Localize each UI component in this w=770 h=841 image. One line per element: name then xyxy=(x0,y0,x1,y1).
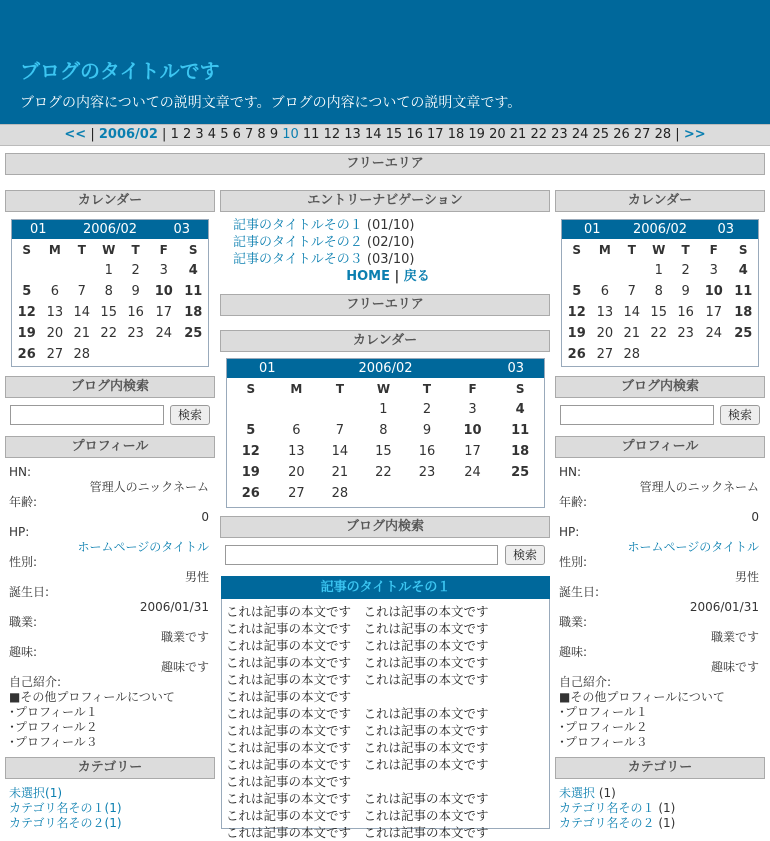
calendar-day xyxy=(449,483,497,504)
calendar-day: 8 xyxy=(379,423,388,438)
blog-description: ブログの内容についての説明文章です。ブログの内容についての説明文章です。 xyxy=(20,95,522,111)
calendar-day: 3 xyxy=(709,263,718,278)
calendar-day: 19 xyxy=(567,326,586,341)
calendar-day xyxy=(405,483,449,504)
calendar-day: 6 xyxy=(600,284,610,299)
nav-day-4: 4 xyxy=(207,127,221,142)
profile-sex-label: 性別: xyxy=(559,555,588,569)
calendar-day: 28 xyxy=(331,486,349,501)
calendar-day: 25 xyxy=(734,326,753,341)
nav-day-18: 18 xyxy=(447,127,469,142)
calendar-day: 23 xyxy=(127,326,144,341)
nav-day-9: 9 xyxy=(269,127,283,142)
nav-day-25: 25 xyxy=(592,127,614,142)
calendar-weekday: S xyxy=(188,242,198,257)
calendar-day: 22 xyxy=(100,326,117,341)
calendar-day: 28 xyxy=(623,347,641,362)
calendar-day: 2 xyxy=(422,402,432,417)
calendar-day: 20 xyxy=(596,326,614,341)
search-form-left xyxy=(10,405,210,427)
blog-header xyxy=(0,0,770,124)
calendar-day: 14 xyxy=(623,305,641,320)
calendar-day: 27 xyxy=(596,347,614,362)
article-paragraph-line: これは記事の本文です これは記事の本文です xyxy=(226,604,489,619)
calendar-weekday: T xyxy=(335,381,344,396)
calendar-day xyxy=(496,483,544,504)
calendar-day: 22 xyxy=(375,465,392,480)
profile-age: 0 xyxy=(201,510,209,524)
calendar-header-left: カレンダー xyxy=(5,190,215,212)
category-count: (1) xyxy=(658,801,676,815)
calendar-day: 19 xyxy=(241,465,260,480)
article-paragraph-line: これは記事の本文です これは記事の本文です xyxy=(226,638,489,653)
article-paragraph-line: これは記事の本文です これは記事の本文です xyxy=(226,808,489,823)
profile-birthday-label: 誕生日: xyxy=(9,585,50,599)
nav-day-10[interactable]: 10 xyxy=(282,127,303,142)
profile-hp-link[interactable]: ホームページのタイトル xyxy=(627,540,759,554)
calendar-day: 17 xyxy=(155,305,173,320)
calendar-day xyxy=(729,344,759,365)
calendar-day: 4 xyxy=(515,402,525,417)
profile-job-label: 職業: xyxy=(559,615,588,629)
back-link[interactable]: 戻る xyxy=(403,269,430,284)
calendar-day: 13 xyxy=(596,305,614,320)
entry-link[interactable]: 記事のタイトルその３ xyxy=(233,252,363,267)
category-count[interactable]: (1) xyxy=(45,786,63,800)
article-paragraph-line: これは記事の本文です これは記事の本文です xyxy=(226,740,489,755)
category-count[interactable]: (1) xyxy=(104,801,122,815)
calendar-day xyxy=(149,344,178,365)
profile-hn: 管理人のニックネーム xyxy=(89,480,209,494)
calendar-day: 14 xyxy=(73,305,91,320)
category-link[interactable]: カテゴリ名その２ xyxy=(559,816,655,830)
calendar-day: 27 xyxy=(288,486,305,501)
profile-job: 職業です xyxy=(160,630,209,644)
calendar-day: 14 xyxy=(331,444,349,459)
calendar-weekday: T xyxy=(627,242,636,257)
category-header-left: カテゴリー xyxy=(5,757,215,779)
calendar-day xyxy=(362,483,406,504)
article-paragraph-line: これは記事の本文です これは記事の本文です xyxy=(226,757,489,772)
calendar-day: 18 xyxy=(734,305,753,320)
profile-job-label: 職業: xyxy=(9,615,38,629)
calendar-day: 17 xyxy=(464,444,481,459)
calendar-day: 25 xyxy=(511,465,530,480)
calendar-day xyxy=(591,260,618,281)
calendar-weekday: T xyxy=(131,242,140,257)
calendar-month-header xyxy=(227,359,544,378)
entry-navigation xyxy=(233,217,543,285)
search-button[interactable]: 検索 xyxy=(170,405,210,425)
nav-day-17: 17 xyxy=(427,127,448,142)
calendar-day: 15 xyxy=(100,305,117,320)
free-area-header-center: フリーエリア xyxy=(220,294,550,316)
calendar-day: 6 xyxy=(50,284,60,299)
category-link[interactable]: カテゴリ名その１ xyxy=(559,801,655,815)
nav-day-12: 12 xyxy=(323,127,345,142)
profile-hn-label: HN: xyxy=(559,465,582,479)
nav-day-19: 19 xyxy=(468,127,490,142)
profile-intro-item: ･プロフィール１ xyxy=(9,705,98,719)
calendar-right xyxy=(561,219,759,367)
calendar-day: 7 xyxy=(627,284,636,299)
calendar-center xyxy=(226,358,545,508)
calendar-day: 16 xyxy=(418,444,436,459)
calendar-day xyxy=(68,260,95,281)
calendar-day: 24 xyxy=(155,326,173,341)
profile-birthday: 2006/01/31 xyxy=(139,600,209,614)
calendar-day: 20 xyxy=(288,465,305,480)
entry-link[interactable]: 記事のタイトルその２ xyxy=(233,235,363,250)
category-header-right: カテゴリー xyxy=(555,757,765,779)
calendar-day: 12 xyxy=(567,305,586,320)
home-link[interactable]: HOME xyxy=(346,269,390,284)
profile-intro-item: ･プロフィール３ xyxy=(9,735,98,749)
nav-day-16: 16 xyxy=(406,127,428,142)
calendar-weekday: F xyxy=(709,242,718,257)
calendar-day: 17 xyxy=(705,305,723,320)
nav-day-list xyxy=(171,127,676,142)
calendar-day: 7 xyxy=(77,284,86,299)
category-link[interactable]: 未選択 xyxy=(9,786,46,800)
profile-sex-label: 性別: xyxy=(9,555,38,569)
search-header-left: ブログ内検索 xyxy=(5,376,215,398)
profile-hobby-label: 趣味: xyxy=(559,645,588,659)
calendar-day xyxy=(275,399,319,420)
calendar-day xyxy=(95,344,122,365)
calendar-day: 27 xyxy=(46,347,64,362)
calendar-day: 13 xyxy=(288,444,305,459)
article-paragraph-line: これは記事の本文です これは記事の本文です xyxy=(226,706,489,721)
prev-month-link[interactable]: << xyxy=(64,127,87,142)
calendar-day: 5 xyxy=(572,284,582,299)
search-button[interactable]: 検索 xyxy=(720,405,760,425)
nav-day-13: 13 xyxy=(344,127,365,142)
entry-date: (02/10) xyxy=(366,235,415,250)
calendar-day: 8 xyxy=(104,284,113,299)
calendar-day: 7 xyxy=(335,423,345,438)
nav-day-23: 23 xyxy=(551,127,572,142)
profile-intro-label: 自己紹介: xyxy=(559,675,612,689)
calendar-month-header xyxy=(12,220,208,239)
calendar-day: 15 xyxy=(375,444,392,459)
profile-hobby-label: 趣味: xyxy=(9,645,38,659)
search-form-right xyxy=(560,405,760,427)
calendar-day: 15 xyxy=(650,305,667,320)
profile-age-label: 年齢: xyxy=(559,495,588,509)
profile-birthday: 2006/01/31 xyxy=(689,600,759,614)
profile-hp-link[interactable]: ホームページのタイトル xyxy=(77,540,209,554)
calendar-day: 26 xyxy=(241,486,260,501)
calendar-day: 16 xyxy=(127,305,144,320)
entry-link[interactable]: 記事のタイトルその１ xyxy=(233,218,363,233)
calendar-day: 24 xyxy=(705,326,723,341)
nav-day-20: 20 xyxy=(489,127,510,142)
profile-header-right: プロフィール xyxy=(555,436,765,458)
calendar-day xyxy=(179,344,209,365)
calendar-day: 5 xyxy=(246,423,256,438)
calendar-left xyxy=(11,219,209,367)
nav-day-3: 3 xyxy=(195,127,208,142)
calendar-next-link[interactable]: 03 xyxy=(507,361,524,376)
calendar-weekday: W xyxy=(652,242,666,257)
calendar-day: 16 xyxy=(677,305,694,320)
calendar-day[interactable]: 10 xyxy=(704,284,723,299)
calendar-weekday: S xyxy=(515,381,525,396)
category-link[interactable]: カテゴリ名その２ xyxy=(9,816,105,830)
profile-header-left: プロフィール xyxy=(5,436,215,458)
calendar-day: 13 xyxy=(46,305,64,320)
calendar-prev-link[interactable]: 01 xyxy=(584,222,601,237)
free-area-header: フリーエリア xyxy=(5,153,765,175)
calendar-day[interactable]: 10 xyxy=(154,284,173,299)
calendar-weekday: M xyxy=(598,242,611,257)
calendar-month: 2006/02 xyxy=(632,222,687,237)
calendar-day: 20 xyxy=(46,326,64,341)
calendar-day[interactable]: 10 xyxy=(463,423,482,438)
calendar-day: 3 xyxy=(468,402,477,417)
category-count[interactable]: (1) xyxy=(104,816,122,830)
profile-job: 職業です xyxy=(710,630,759,644)
profile-intro-heading: ■その他プロフィールについて xyxy=(559,690,725,704)
calendar-day: 18 xyxy=(511,444,530,459)
entry-date: (01/10) xyxy=(366,218,415,233)
calendar-day: 8 xyxy=(654,284,663,299)
article-body xyxy=(221,599,550,840)
calendar-weekday: W xyxy=(102,242,116,257)
profile-hobby: 趣味です xyxy=(160,660,209,674)
profile-right xyxy=(559,465,759,750)
nav-separator: | xyxy=(675,127,680,142)
calendar-day: 2 xyxy=(681,263,690,278)
entry-nav-separator: | xyxy=(394,269,400,284)
calendar-day: 2 xyxy=(131,263,140,278)
category-count: (1) xyxy=(658,816,676,830)
calendar-day: 21 xyxy=(623,326,641,341)
profile-hp-label: HP: xyxy=(559,525,580,539)
search-button[interactable]: 検索 xyxy=(505,545,545,565)
nav-day-1: 1 xyxy=(170,127,183,142)
calendar-weekday: S xyxy=(738,242,748,257)
calendar-day: 24 xyxy=(464,465,481,480)
calendar-day: 21 xyxy=(331,465,349,480)
calendar-month: 2006/02 xyxy=(82,222,137,237)
article-paragraph-line: これは記事の本文です xyxy=(226,774,352,789)
calendar-day xyxy=(562,260,591,281)
article-paragraph-line: これは記事の本文です これは記事の本文です xyxy=(226,791,489,806)
search-input[interactable] xyxy=(560,405,714,425)
nav-day-21: 21 xyxy=(509,127,531,142)
nav-day-6: 6 xyxy=(232,127,245,142)
category-link[interactable]: 未選択 xyxy=(559,786,596,800)
calendar-day: 1 xyxy=(104,263,113,278)
nav-day-15: 15 xyxy=(385,127,407,142)
article-paragraph-line: これは記事の本文です これは記事の本文です xyxy=(226,655,489,670)
calendar-day xyxy=(699,344,728,365)
calendar-day: 5 xyxy=(22,284,32,299)
nav-day-8: 8 xyxy=(257,127,270,142)
nav-day-11: 11 xyxy=(302,127,324,142)
nav-day-14: 14 xyxy=(364,127,386,142)
calendar-day: 28 xyxy=(73,347,91,362)
entry-nav-header: エントリーナビゲーション xyxy=(220,190,550,212)
calendar-weekday: M xyxy=(48,242,61,257)
calendar-day: 18 xyxy=(184,305,203,320)
article-paragraph-line: これは記事の本文です これは記事の本文です xyxy=(226,723,489,738)
calendar-day: 21 xyxy=(73,326,91,341)
calendar-weekday: W xyxy=(376,381,391,396)
date-navigation-bar xyxy=(0,124,770,146)
calendar-weekday: S xyxy=(572,242,582,257)
calendar-day: 3 xyxy=(159,263,168,278)
profile-intro-item: ･プロフィール２ xyxy=(559,720,648,734)
profile-sex: 男性 xyxy=(734,570,759,584)
calendar-day xyxy=(41,260,68,281)
profile-birthday-label: 誕生日: xyxy=(559,585,600,599)
search-header-right: ブログ内検索 xyxy=(555,376,765,398)
calendar-prev-link[interactable]: 01 xyxy=(30,222,47,237)
search-header-center: ブログ内検索 xyxy=(220,516,550,538)
next-month-link[interactable]: >> xyxy=(683,127,706,142)
calendar-day: 12 xyxy=(17,305,36,320)
nav-day-2: 2 xyxy=(182,127,196,142)
nav-separator: | xyxy=(162,127,167,142)
article-title[interactable]: 記事のタイトルその１ xyxy=(221,576,550,599)
profile-intro-label: 自己紹介: xyxy=(9,675,62,689)
calendar-header-right: カレンダー xyxy=(555,190,765,212)
calendar-weekday: T xyxy=(422,381,432,396)
calendar-day: 26 xyxy=(17,347,36,362)
search-input[interactable] xyxy=(225,545,498,565)
calendar-header-center: カレンダー xyxy=(220,330,550,352)
profile-hp-label: HP: xyxy=(9,525,30,539)
nav-month-link[interactable]: 2006/02 xyxy=(98,127,158,142)
calendar-weekday: F xyxy=(468,381,477,396)
calendar-day: 25 xyxy=(184,326,203,341)
category-list-right xyxy=(559,786,759,831)
calendar-weekday: T xyxy=(77,242,86,257)
calendar-weekday: F xyxy=(159,242,168,257)
calendar-weekday: T xyxy=(681,242,690,257)
calendar-prev-link[interactable]: 01 xyxy=(259,361,276,376)
article-paragraph-line: これは記事の本文です これは記事の本文です xyxy=(226,621,489,636)
calendar-day xyxy=(122,344,149,365)
article-paragraph-line: これは記事の本文です これは記事の本文です xyxy=(226,825,489,840)
calendar-day: 1 xyxy=(654,263,663,278)
nav-day-24: 24 xyxy=(571,127,593,142)
nav-day-28: 28 xyxy=(654,127,676,142)
profile-intro-item: ･プロフィール１ xyxy=(559,705,648,719)
nav-day-7: 7 xyxy=(245,127,258,142)
calendar-weekday: M xyxy=(290,381,303,396)
profile-left xyxy=(9,465,209,750)
calendar-day: 12 xyxy=(241,444,260,459)
article-paragraph-line: これは記事の本文です xyxy=(226,689,352,704)
article-paragraph-line: これは記事の本文です これは記事の本文です xyxy=(226,672,489,687)
nav-day-27: 27 xyxy=(633,127,655,142)
nav-day-22: 22 xyxy=(530,127,552,142)
calendar-next-link[interactable]: 03 xyxy=(173,222,190,237)
calendar-day: 1 xyxy=(379,402,388,417)
entry-date: (03/10) xyxy=(366,252,415,267)
profile-age-label: 年齢: xyxy=(9,495,38,509)
calendar-day xyxy=(318,399,362,420)
calendar-day: 22 xyxy=(650,326,667,341)
profile-hobby: 趣味です xyxy=(710,660,759,674)
calendar-month: 2006/02 xyxy=(358,361,413,376)
calendar-day: 11 xyxy=(734,284,753,299)
blog-title[interactable]: ブログのタイトルです xyxy=(20,59,220,83)
calendar-day xyxy=(227,399,275,420)
calendar-weekday: S xyxy=(22,242,32,257)
calendar-day: 4 xyxy=(738,263,748,278)
calendar-day: 4 xyxy=(188,263,198,278)
profile-intro-item: ･プロフィール２ xyxy=(9,720,98,734)
calendar-day xyxy=(12,260,41,281)
profile-intro-item: ･プロフィール３ xyxy=(559,735,648,749)
search-input[interactable] xyxy=(10,405,164,425)
profile-age: 0 xyxy=(751,510,759,524)
calendar-day: 9 xyxy=(422,423,432,438)
category-list-left xyxy=(9,786,209,831)
nav-day-5: 5 xyxy=(220,127,233,142)
calendar-day: 23 xyxy=(418,465,436,480)
calendar-weekday: S xyxy=(246,381,256,396)
calendar-day: 26 xyxy=(567,347,586,362)
search-form-center xyxy=(225,545,545,567)
nav-separator: | xyxy=(90,127,95,142)
calendar-day: 11 xyxy=(184,284,203,299)
calendar-day xyxy=(672,344,699,365)
calendar-day: 23 xyxy=(677,326,694,341)
profile-intro-heading: ■その他プロフィールについて xyxy=(9,690,175,704)
category-count: (1) xyxy=(598,786,616,800)
calendar-day xyxy=(645,344,672,365)
profile-sex: 男性 xyxy=(184,570,209,584)
profile-hn: 管理人のニックネーム xyxy=(639,480,759,494)
calendar-next-link[interactable]: 03 xyxy=(717,222,734,237)
calendar-day: 9 xyxy=(131,284,140,299)
calendar-day: 11 xyxy=(511,423,530,438)
calendar-day: 9 xyxy=(681,284,690,299)
calendar-day: 19 xyxy=(17,326,36,341)
calendar-day xyxy=(618,260,645,281)
nav-day-26: 26 xyxy=(613,127,634,142)
calendar-month-header xyxy=(562,220,758,239)
category-link[interactable]: カテゴリ名その１ xyxy=(9,801,105,815)
calendar-day: 6 xyxy=(292,423,301,438)
profile-hn-label: HN: xyxy=(9,465,32,479)
